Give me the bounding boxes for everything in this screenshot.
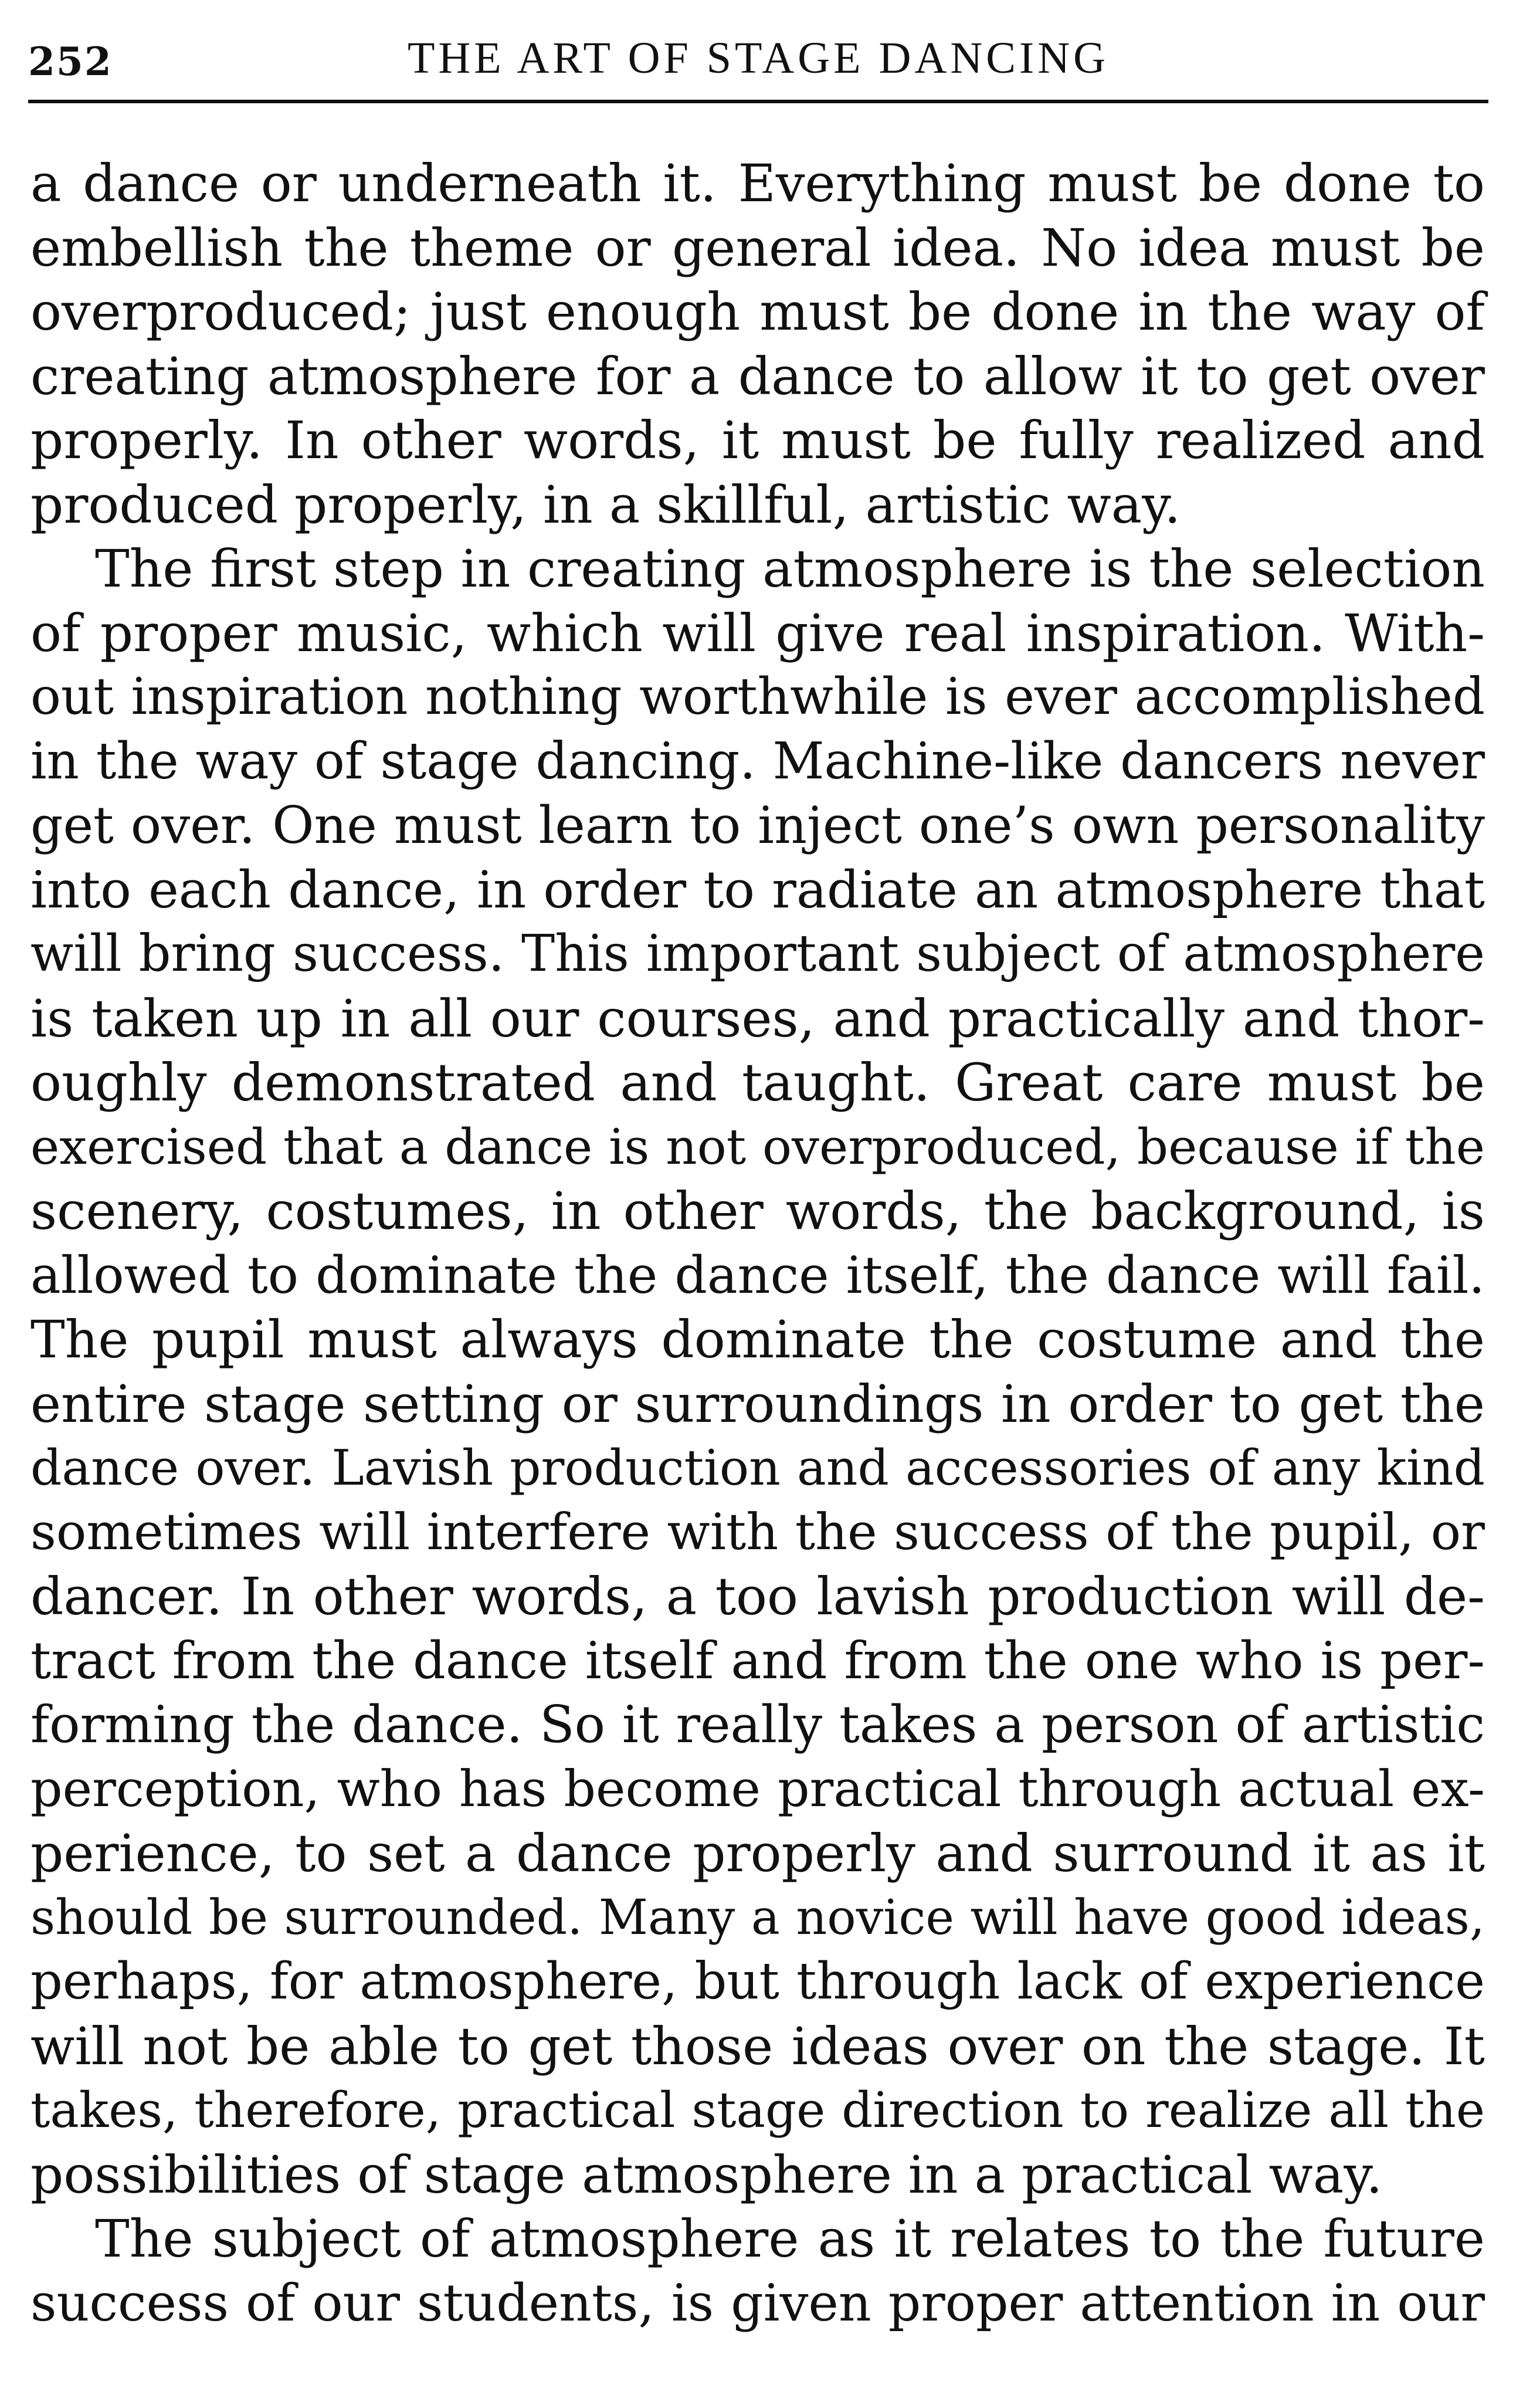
text-line: will not be able to get those ideas over on the stage. It: [30, 2016, 1485, 2077]
text-line: dance over. Lavish production and accessories of any kind: [30, 1439, 1485, 1496]
text-line: produced properly, in a skillful, artistic way.: [30, 474, 1181, 535]
page-number: 252: [28, 39, 113, 84]
text-line: a dance or underneath it. Everything must be done to: [30, 153, 1485, 214]
text-line: is taken up in all our courses, and practically and thor-: [30, 988, 1485, 1049]
text-line: The pupil must always dominate the costume and the: [30, 1309, 1485, 1370]
header-rule: [28, 100, 1488, 103]
text-line: overproduced; just enough must be done in the way of: [30, 282, 1485, 342]
text-line: perience, to set a dance properly and surround it as it: [30, 1823, 1485, 1884]
text-line: forming the dance. So it really takes a person of artistic: [30, 1695, 1485, 1754]
text-line: out inspiration nothing worthwhile is ever accomplished: [30, 668, 1485, 726]
text-line: will bring success. This important subject of atmosphere: [30, 924, 1485, 983]
text-line: dancer. In other words, a too lavish production will de-: [30, 1566, 1485, 1627]
text-line: creating atmosphere for a dance to allow it to get over: [30, 345, 1485, 407]
text-line: allowed to dominate the dance itself, the dance will fail.: [30, 1245, 1485, 1305]
text-line: The subject of atmosphere as it relates to the future: [95, 2208, 1485, 2269]
text-line: embellish the theme or general idea. No idea must be: [30, 217, 1485, 278]
text-line: of proper music, which will give real inspiration. With-: [30, 602, 1485, 663]
text-line: perception, who has become practical through actual ex-: [30, 1760, 1485, 1818]
text-line: The first step in creating atmosphere is the selection: [95, 538, 1485, 599]
text-line: perhaps, for atmosphere, but through lack of experience: [30, 1952, 1485, 2011]
text-line: oughly demonstrated and taught. Great care must be: [30, 1052, 1485, 1113]
text-line: in the way of stage dancing. Machine-like dancers never: [30, 731, 1485, 791]
text-line: success of our students, is given proper attention in our: [30, 2273, 1485, 2333]
body-text: [30, 151, 1485, 2335]
text-line: into each dance, in order to radiate an atmosphere that: [30, 859, 1485, 920]
running-title: THE ART OF STAGE DANCING: [408, 33, 1109, 83]
running-head: [28, 28, 1488, 93]
text-line: get over. One must learn to inject one’s own personality: [30, 796, 1485, 855]
text-line: sometimes will interfere with the success of the pupil, or: [30, 1503, 1485, 1561]
text-line: entire stage setting or surroundings in order to get the: [30, 1373, 1485, 1434]
text-line: should be surrounded. Many a novice will have good ideas,: [30, 1889, 1485, 1946]
text-line: properly. In other words, it must be fully realized and: [30, 410, 1485, 470]
text-line: tract from the dance itself and from the one who is per-: [30, 1630, 1485, 1691]
text-line: exercised that a dance is not overproduced, because if the: [30, 1118, 1485, 1176]
text-line: scenery, costumes, in other words, the background, is: [30, 1181, 1485, 1241]
text-line: possibilities of stage atmosphere in a practical way.: [30, 2144, 1383, 2205]
text-line: takes, therefore, practical stage direction to realize all the: [30, 2082, 1485, 2139]
